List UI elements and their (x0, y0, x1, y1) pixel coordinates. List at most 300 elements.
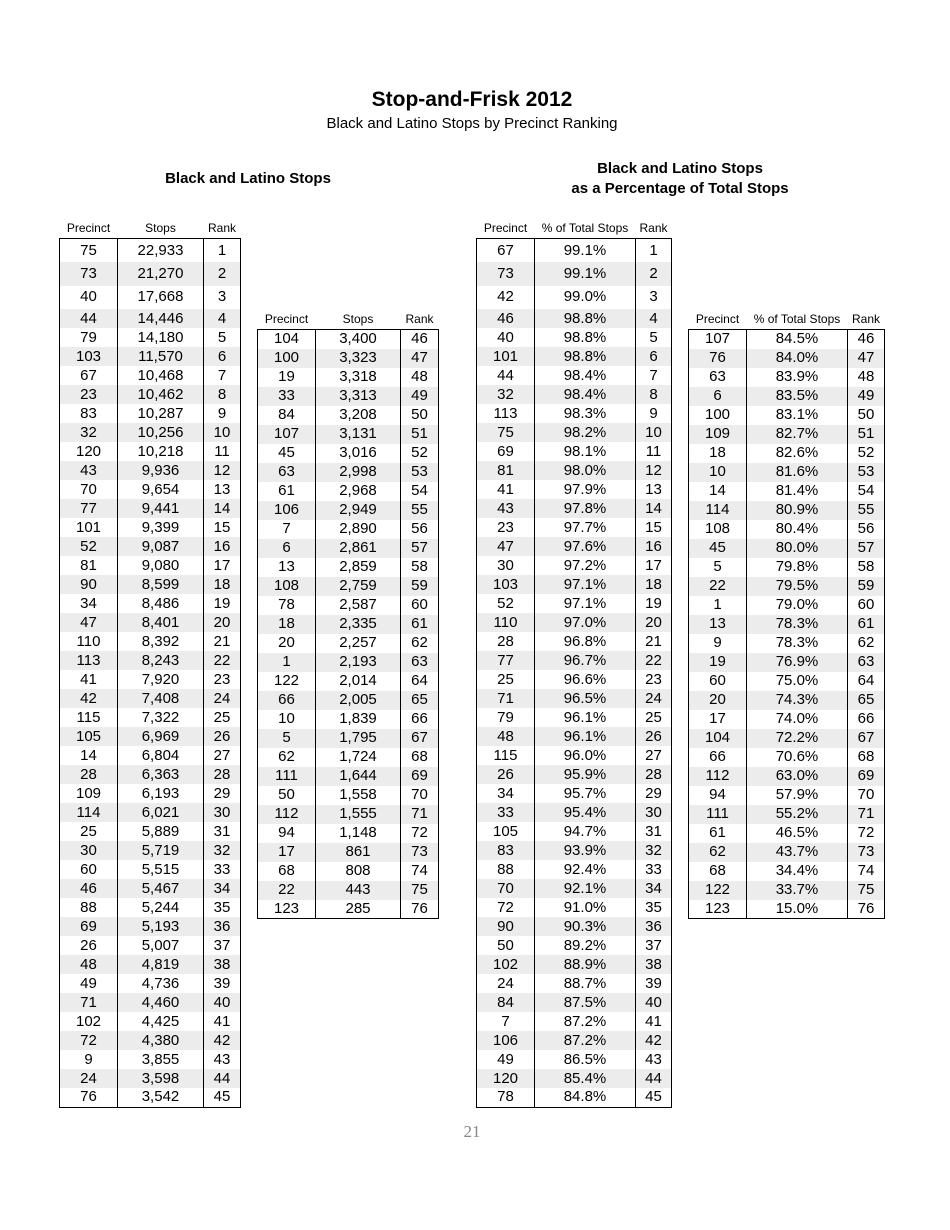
table-row (689, 368, 885, 387)
precinct-cell: 30 (60, 841, 118, 860)
stops-cell: 6,969 (118, 727, 204, 746)
rank-cell: 24 (204, 689, 241, 708)
table-row (258, 843, 439, 862)
percent-cell: 79.5% (747, 577, 848, 596)
table-row (477, 499, 672, 518)
precinct-cell: 108 (258, 577, 316, 596)
table-row (60, 708, 241, 727)
rank-cell: 22 (204, 651, 241, 670)
table-row (689, 444, 885, 463)
rank-cell: 55 (401, 501, 439, 520)
rank-cell: 62 (401, 634, 439, 653)
rank-cell: 7 (204, 366, 241, 385)
rank-cell: 62 (848, 634, 885, 653)
rank-cell: 33 (204, 860, 241, 879)
rank-cell: 24 (636, 689, 672, 708)
precinct-cell: 5 (689, 558, 747, 577)
table-row (689, 653, 885, 672)
precinct-cell: 104 (689, 729, 747, 748)
col-header-percent: % of Total Stops (753, 312, 841, 326)
rank-cell: 69 (401, 767, 439, 786)
table-row (60, 575, 241, 594)
stops-cell: 9,399 (118, 518, 204, 537)
table-row (477, 1050, 672, 1069)
rank-cell: 41 (204, 1012, 241, 1031)
table-row (477, 689, 672, 708)
precinct-cell: 68 (258, 862, 316, 881)
percent-cell: 43.7% (747, 843, 848, 862)
rank-cell: 41 (636, 1012, 672, 1031)
rank-cell: 76 (848, 900, 885, 919)
precinct-cell: 34 (60, 594, 118, 613)
precinct-cell: 40 (60, 286, 118, 310)
stops-cell: 9,087 (118, 537, 204, 556)
percent-cell: 75.0% (747, 672, 848, 691)
rank-cell: 53 (848, 463, 885, 482)
rank-cell: 15 (636, 518, 672, 537)
precinct-cell: 106 (258, 501, 316, 520)
table-row (258, 406, 439, 425)
table-row (60, 499, 241, 518)
precinct-cell: 81 (60, 556, 118, 575)
precinct-cell: 48 (477, 727, 535, 746)
table-row (477, 822, 672, 841)
percent-cell: 88.9% (535, 955, 636, 974)
rank-cell: 40 (636, 993, 672, 1012)
precinct-cell: 114 (689, 501, 747, 520)
precinct-cell: 77 (60, 499, 118, 518)
rank-cell: 3 (636, 286, 672, 310)
precinct-cell: 48 (60, 955, 118, 974)
percent-cell: 74.0% (747, 710, 848, 729)
table-row (689, 881, 885, 900)
precinct-cell: 52 (60, 537, 118, 556)
rank-cell: 31 (636, 822, 672, 841)
precinct-cell: 13 (258, 558, 316, 577)
percent-cell: 83.5% (747, 387, 848, 406)
col-header-rank: Rank (207, 221, 236, 235)
table-row (689, 615, 885, 634)
stops-cell: 2,968 (316, 482, 401, 501)
stops-cell: 2,949 (316, 501, 401, 520)
table-row (477, 784, 672, 803)
table-row (60, 860, 241, 879)
rank-cell: 18 (204, 575, 241, 594)
precinct-cell: 112 (258, 805, 316, 824)
rank-cell: 4 (636, 309, 672, 328)
percent-cell: 92.1% (535, 879, 636, 898)
rank-cell: 60 (848, 596, 885, 615)
precinct-cell: 24 (477, 974, 535, 993)
col-header-precinct: Precinct (264, 312, 309, 326)
percent-cell: 79.0% (747, 596, 848, 615)
table-row (258, 444, 439, 463)
stops-cell: 2,587 (316, 596, 401, 615)
rank-cell: 48 (848, 368, 885, 387)
table-row (60, 1012, 241, 1031)
rank-cell: 5 (636, 328, 672, 347)
precinct-cell: 42 (60, 689, 118, 708)
precinct-cell: 60 (689, 672, 747, 691)
rank-cell: 8 (636, 385, 672, 404)
table-row (477, 746, 672, 765)
percent-cell: 90.3% (535, 917, 636, 936)
rank-cell: 25 (636, 708, 672, 727)
precinct-cell: 78 (258, 596, 316, 615)
precinct-cell: 77 (477, 651, 535, 670)
precinct-cell: 45 (689, 539, 747, 558)
stops-cell: 10,287 (118, 404, 204, 423)
precinct-cell: 18 (689, 444, 747, 463)
table-row (60, 1069, 241, 1088)
left-section-heading: Black and Latino Stops (165, 170, 331, 187)
table-row (60, 594, 241, 613)
precinct-cell: 81 (477, 461, 535, 480)
rank-cell: 29 (636, 784, 672, 803)
table-row (477, 651, 672, 670)
rank-cell: 32 (636, 841, 672, 860)
precinct-cell: 76 (60, 1088, 118, 1107)
precinct-cell: 113 (477, 404, 535, 423)
precinct-cell: 20 (689, 691, 747, 710)
precinct-cell: 62 (689, 843, 747, 862)
table-row (60, 556, 241, 575)
table-row (258, 729, 439, 748)
table-row (60, 993, 241, 1012)
rank-cell: 37 (636, 936, 672, 955)
precinct-cell: 84 (477, 993, 535, 1012)
table-row (258, 748, 439, 767)
percent-cell: 85.4% (535, 1069, 636, 1088)
precinct-cell: 123 (258, 900, 316, 919)
percent-cell: 96.6% (535, 670, 636, 689)
precinct-cell: 32 (477, 385, 535, 404)
stops-cell: 861 (316, 843, 401, 862)
table-row (477, 366, 672, 385)
percent-cell: 83.9% (747, 368, 848, 387)
percent-cell: 81.6% (747, 463, 848, 482)
table-row (258, 463, 439, 482)
percent-cell: 33.7% (747, 881, 848, 900)
percent-cell: 84.0% (747, 349, 848, 368)
table-row (258, 330, 439, 349)
table-body (477, 239, 672, 1108)
stops-cell: 3,313 (316, 387, 401, 406)
rank-cell: 27 (204, 746, 241, 765)
table-row (60, 537, 241, 556)
rank-cell: 14 (204, 499, 241, 518)
precinct-cell: 66 (258, 691, 316, 710)
table-row (60, 841, 241, 860)
percent-cell: 84.8% (535, 1088, 636, 1107)
table-body (60, 239, 241, 1108)
precinct-cell: 25 (60, 822, 118, 841)
rank-cell: 8 (204, 385, 241, 404)
rank-cell: 7 (636, 366, 672, 385)
percent-cell: 80.4% (747, 520, 848, 539)
precinct-cell: 109 (60, 784, 118, 803)
precinct-cell: 88 (60, 898, 118, 917)
page-title: Stop-and-Frisk 2012 (371, 88, 573, 111)
stops-cell: 4,425 (118, 1012, 204, 1031)
precinct-cell: 111 (689, 805, 747, 824)
precinct-cell: 30 (477, 556, 535, 575)
rank-cell: 54 (401, 482, 439, 501)
table-row (60, 286, 241, 310)
precinct-cell: 1 (258, 653, 316, 672)
stops-cell: 4,460 (118, 993, 204, 1012)
stops-cell: 5,007 (118, 936, 204, 955)
table-row (258, 767, 439, 786)
table-row (689, 539, 885, 558)
rank-cell: 21 (204, 632, 241, 651)
rank-cell: 64 (401, 672, 439, 691)
rank-cell: 55 (848, 501, 885, 520)
table-row (689, 330, 885, 349)
rank-cell: 20 (636, 613, 672, 632)
rank-cell: 51 (848, 425, 885, 444)
precinct-cell: 83 (60, 404, 118, 423)
precinct-cell: 46 (477, 309, 535, 328)
percent-cell: 92.4% (535, 860, 636, 879)
rank-cell: 27 (636, 746, 672, 765)
precinct-cell: 26 (60, 936, 118, 955)
table-row (258, 539, 439, 558)
stops-cell: 6,021 (118, 803, 204, 822)
precinct-cell: 50 (477, 936, 535, 955)
table-row (258, 615, 439, 634)
precinct-cell: 13 (689, 615, 747, 634)
table-row (258, 501, 439, 520)
table-row (477, 708, 672, 727)
precinct-cell: 76 (689, 349, 747, 368)
precinct-cell: 83 (477, 841, 535, 860)
percent-cell: 98.8% (535, 347, 636, 366)
percent-cell: 98.8% (535, 328, 636, 347)
table-row (689, 672, 885, 691)
col-header-rank: Rank (639, 221, 668, 235)
table-row (477, 442, 672, 461)
rank-cell: 52 (848, 444, 885, 463)
table-row (689, 501, 885, 520)
stops-cell: 3,400 (316, 330, 401, 349)
table-row (60, 385, 241, 404)
precinct-cell: 44 (477, 366, 535, 385)
rank-cell: 50 (401, 406, 439, 425)
precinct-cell: 72 (477, 898, 535, 917)
precinct-cell: 19 (689, 653, 747, 672)
rank-cell: 46 (401, 330, 439, 349)
percent-cell: 99.0% (535, 286, 636, 310)
precinct-cell: 19 (258, 368, 316, 387)
precinct-cell: 20 (258, 634, 316, 653)
precinct-cell: 120 (477, 1069, 535, 1088)
table-row (477, 594, 672, 613)
rank-cell: 12 (204, 461, 241, 480)
precinct-cell: 28 (60, 765, 118, 784)
table-row (258, 425, 439, 444)
stops-cell: 22,933 (118, 239, 204, 263)
percent-cell: 98.1% (535, 442, 636, 461)
precinct-cell: 75 (60, 239, 118, 263)
rank-cell: 11 (204, 442, 241, 461)
rank-cell: 40 (204, 993, 241, 1012)
rank-cell: 2 (204, 262, 241, 286)
rank-cell: 66 (401, 710, 439, 729)
rank-cell: 26 (204, 727, 241, 746)
percent-cell: 78.3% (747, 634, 848, 653)
table-row (60, 262, 241, 286)
table-row (60, 803, 241, 822)
percent-cell: 84.5% (747, 330, 848, 349)
precinct-cell: 94 (689, 786, 747, 805)
stops-cell: 1,555 (316, 805, 401, 824)
precinct-cell: 33 (477, 803, 535, 822)
stops-cell: 9,080 (118, 556, 204, 575)
precinct-cell: 43 (477, 499, 535, 518)
rank-cell: 45 (636, 1088, 672, 1107)
table-row (477, 841, 672, 860)
precinct-cell: 100 (258, 349, 316, 368)
stops-cell: 3,855 (118, 1050, 204, 1069)
stops-cell: 3,323 (316, 349, 401, 368)
percent-cell: 97.9% (535, 480, 636, 499)
precinct-cell: 106 (477, 1031, 535, 1050)
percent-cell: 80.0% (747, 539, 848, 558)
precinct-cell: 107 (689, 330, 747, 349)
table-row (60, 423, 241, 442)
table-row (477, 993, 672, 1012)
table-row (60, 328, 241, 347)
percent-cell: 55.2% (747, 805, 848, 824)
stops-cell: 1,795 (316, 729, 401, 748)
precinct-cell: 7 (258, 520, 316, 539)
percent-cell: 97.2% (535, 556, 636, 575)
rank-cell: 66 (848, 710, 885, 729)
percent-cell: 63.0% (747, 767, 848, 786)
percent-cell: 95.4% (535, 803, 636, 822)
stops-cell: 8,401 (118, 613, 204, 632)
rank-cell: 23 (204, 670, 241, 689)
page-number: 21 (463, 1122, 481, 1141)
precinct-cell: 40 (477, 328, 535, 347)
precinct-cell: 111 (258, 767, 316, 786)
rank-cell: 70 (848, 786, 885, 805)
rank-cell: 13 (636, 480, 672, 499)
table-row (477, 955, 672, 974)
table-row (60, 461, 241, 480)
precinct-cell: 45 (258, 444, 316, 463)
percent-cell: 87.2% (535, 1031, 636, 1050)
percent-cell: 78.3% (747, 615, 848, 634)
table-body (689, 330, 885, 919)
rank-cell: 56 (401, 520, 439, 539)
rank-cell: 29 (204, 784, 241, 803)
precinct-cell: 105 (60, 727, 118, 746)
table-row (60, 442, 241, 461)
table-row (258, 634, 439, 653)
col-header-precinct: Precinct (695, 312, 740, 326)
rank-cell: 59 (848, 577, 885, 596)
table-row (258, 558, 439, 577)
percent-cell: 15.0% (747, 900, 848, 919)
precinct-cell: 90 (477, 917, 535, 936)
table-row (60, 1031, 241, 1050)
precinct-cell: 66 (689, 748, 747, 767)
precinct-cell: 113 (60, 651, 118, 670)
rank-cell: 35 (636, 898, 672, 917)
percent-cell: 96.5% (535, 689, 636, 708)
precinct-cell: 115 (60, 708, 118, 727)
precinct-cell: 67 (477, 239, 535, 263)
rank-cell: 9 (636, 404, 672, 423)
rank-cell: 16 (204, 537, 241, 556)
rank-cell: 32 (204, 841, 241, 860)
table-row (258, 368, 439, 387)
precinct-cell: 62 (258, 748, 316, 767)
percent-cell: 72.2% (747, 729, 848, 748)
stops-cell: 9,441 (118, 499, 204, 518)
col-header-stops: Stops (342, 312, 374, 326)
table-row (60, 746, 241, 765)
rank-cell: 25 (204, 708, 241, 727)
table-row (477, 347, 672, 366)
table-row (258, 387, 439, 406)
stops-cell: 8,599 (118, 575, 204, 594)
stops-cell: 17,668 (118, 286, 204, 310)
rank-cell: 63 (848, 653, 885, 672)
percent-cell: 97.1% (535, 575, 636, 594)
table-row (477, 556, 672, 575)
percent-cell: 82.7% (747, 425, 848, 444)
stops-cell: 4,819 (118, 955, 204, 974)
stops-cell: 10,468 (118, 366, 204, 385)
rank-cell: 49 (401, 387, 439, 406)
rank-cell: 30 (204, 803, 241, 822)
table-row (477, 632, 672, 651)
stops-cell: 7,920 (118, 670, 204, 689)
precinct-cell: 42 (477, 286, 535, 310)
rank-cell: 61 (848, 615, 885, 634)
precinct-cell: 25 (477, 670, 535, 689)
table-row (477, 461, 672, 480)
table-row (258, 691, 439, 710)
precinct-cell: 28 (477, 632, 535, 651)
rank-cell: 61 (401, 615, 439, 634)
rank-cell: 72 (848, 824, 885, 843)
col-header-rank: Rank (851, 312, 880, 326)
table-row (689, 596, 885, 615)
col-header-stops: Stops (145, 221, 176, 235)
table-row (477, 727, 672, 746)
rank-cell: 19 (204, 594, 241, 613)
stops-cell: 2,998 (316, 463, 401, 482)
stops-cell: 2,005 (316, 691, 401, 710)
table-row (477, 765, 672, 784)
table-row (477, 860, 672, 879)
stops-cell: 2,193 (316, 653, 401, 672)
rank-cell: 10 (636, 423, 672, 442)
precinct-cell: 94 (258, 824, 316, 843)
table-row (60, 613, 241, 632)
rank-cell: 74 (401, 862, 439, 881)
percent-cell: 89.2% (535, 936, 636, 955)
stops-cell: 3,318 (316, 368, 401, 387)
rank-cell: 10 (204, 423, 241, 442)
table-row (258, 805, 439, 824)
precinct-cell: 23 (477, 518, 535, 537)
percent-cell: 98.2% (535, 423, 636, 442)
